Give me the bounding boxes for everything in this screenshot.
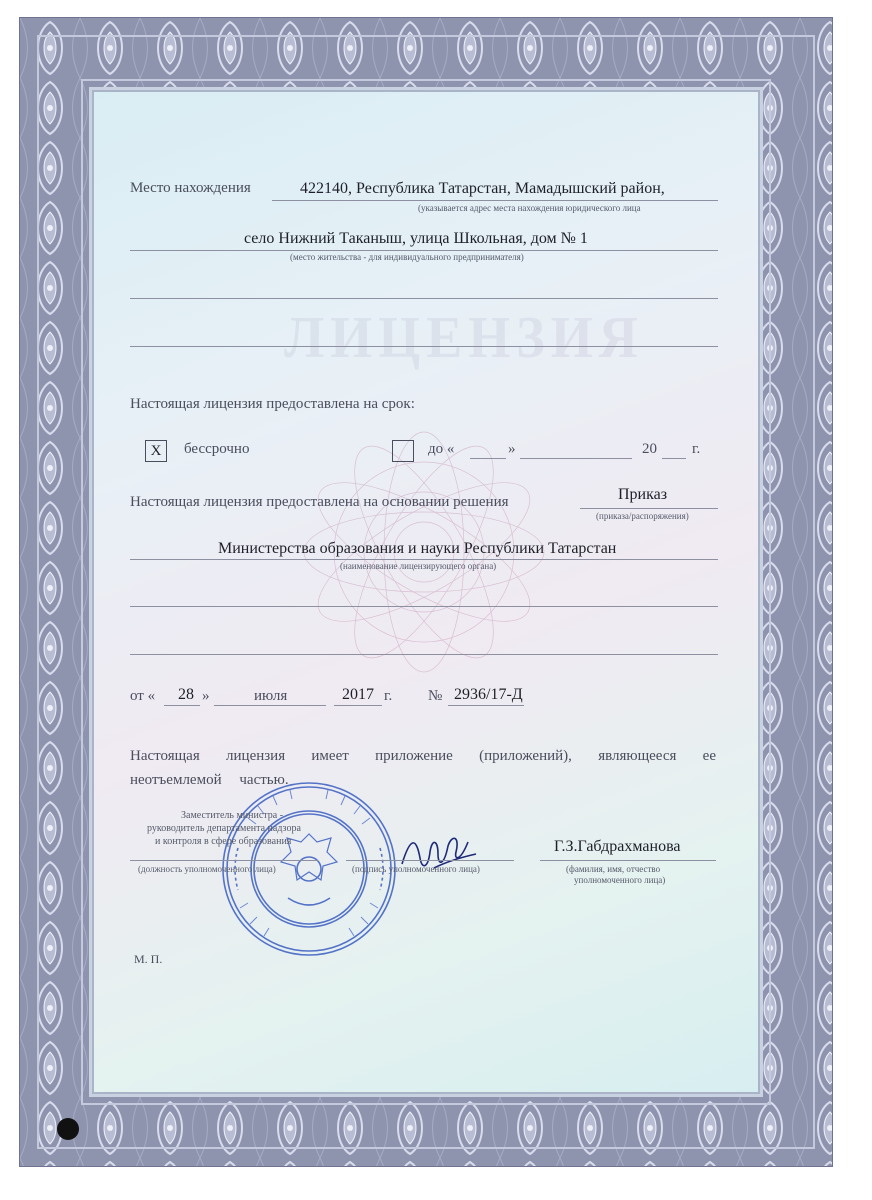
until-year-prefix: 20: [642, 441, 657, 457]
order-number: 2936/17-Д: [454, 686, 523, 703]
authority-name: Министерства образования и науки Республики Татарстан: [218, 540, 617, 557]
until-day-rule: [470, 458, 506, 459]
position-rule: [130, 860, 318, 861]
unlimited-checkbox: X: [145, 440, 167, 462]
appendix-line-2: неотъемлемой частью.: [130, 772, 289, 788]
position-caption: (должность уполномоченного лица): [138, 864, 276, 874]
blank-rule-4: [130, 654, 718, 655]
order-number-rule: [448, 705, 524, 706]
punch-hole: [57, 1118, 79, 1140]
address-line-1: 422140, Республика Татарстан, Мамадышский район,: [300, 180, 665, 197]
name-caption-1: (фамилия, имя, отчество: [566, 864, 661, 874]
signatory-position-line-2: руководитель департамента надзора: [147, 823, 301, 834]
blank-rule-1: [130, 298, 718, 299]
appendix-word: Настоящая: [130, 748, 200, 764]
order-day: 28: [178, 686, 194, 703]
address-line-2: село Нижний Таканыш, улица Школьная, дом № 1: [244, 230, 588, 247]
term-heading: Настоящая лицензия предоставлена на срок:: [130, 396, 415, 412]
until-year-suffix: г.: [692, 441, 701, 457]
basis-doc-type-rule: [580, 508, 718, 509]
order-from-label: от «: [130, 688, 156, 704]
basis-doc-caption: (приказа/распоряжения): [596, 511, 689, 521]
until-year-rule: [662, 458, 686, 459]
appendix-word: лицензия: [226, 748, 286, 764]
signatory-name: Г.З.Габдрахманова: [554, 838, 681, 855]
blank-rule-3: [130, 606, 718, 607]
order-number-label: №: [428, 688, 443, 704]
appendix-word: ее: [702, 748, 716, 764]
until-label: до «: [428, 441, 455, 457]
appendix-word: приложение: [375, 748, 453, 764]
order-month: июля: [254, 688, 288, 704]
order-year-suffix: г.: [384, 688, 393, 704]
address-caption-1: (указывается адрес места нахождения юридического лица: [418, 203, 641, 213]
seal-place-label: М. П.: [134, 952, 163, 966]
order-day-close: »: [202, 688, 210, 704]
order-year-rule: [334, 705, 382, 706]
unlimited-label: бессрочно: [184, 441, 250, 457]
address-label: Место нахождения: [130, 180, 251, 196]
signatory-position-line-3: и контроля в сфере образования: [155, 836, 292, 847]
until-quote-close: »: [508, 441, 516, 457]
order-month-rule: [214, 705, 326, 706]
blank-rule-2: [130, 346, 718, 347]
signature-rule: [346, 860, 514, 861]
watermark-text: ЛИЦЕНЗИЯ: [284, 304, 644, 370]
until-month-rule: [520, 458, 632, 459]
basis-doc-type: Приказ: [618, 486, 668, 503]
name-rule: [540, 860, 716, 861]
appendix-line-1: [130, 748, 716, 765]
authority-caption: (наименование лицензирующего органа): [340, 561, 497, 571]
appendix-word: имеет: [311, 748, 349, 764]
basis-heading: Настоящая лицензия предоставлена на основании решения: [130, 494, 509, 510]
appendix-word: (приложений),: [479, 748, 572, 764]
name-caption-2: уполномоченного лица): [574, 875, 666, 885]
address-line-1-rule: [272, 200, 718, 201]
signatory-position-line-1: Заместитель министра -: [181, 810, 284, 821]
address-caption-2: (место жительства - для индивидуального предпринимателя): [290, 252, 524, 262]
order-year: 2017: [342, 686, 374, 703]
signature-caption: (подпись уполномоченного лица): [352, 864, 480, 874]
until-date-checkbox: [392, 440, 414, 462]
authority-rule: [130, 559, 718, 560]
appendix-word: являющееся: [598, 748, 677, 764]
order-day-rule: [164, 705, 200, 706]
address-line-2-rule: [130, 250, 718, 251]
